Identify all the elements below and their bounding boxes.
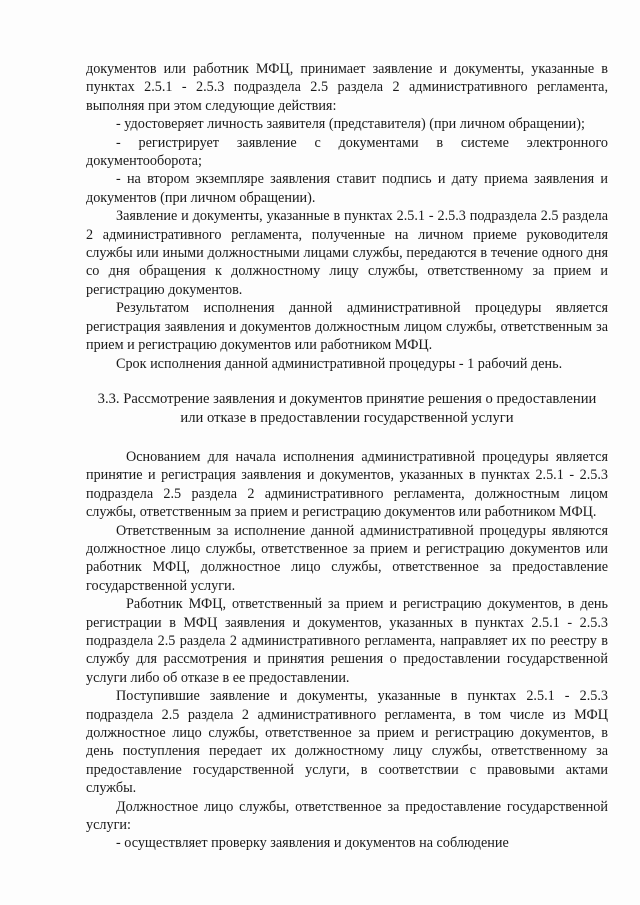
spacer	[86, 373, 608, 390]
list-item-check: - осуществляет проверку заявления и документов на соблюдение	[116, 835, 509, 852]
paragraph-intro: документов или работник МФЦ, принимает заявление и документы, указанные в пунктах 2.5.1 - 2.5.3 подраздела 2.5 раздела 2 административного регламента, выполняя при этом следующие действия:	[86, 61, 608, 114]
list-item-sign: - на втором экземпляре заявления ставит подпись и дату приема заявления и документов (при личном обращении).	[86, 171, 608, 206]
paragraph-mfc-worker: Работник МФЦ, ответственный за прием и регистрацию документов, в день регистрации в МФЦ заявления и документов, указанных в пунктах 2.5.1 - 2.5.3 подраздела 2.5 раздела 2 административного регламента, направляет их по реестру в службу для рассмотрения и принятия решения о предоставлении государственной услуги либо об отказе в ее предоставлении.	[86, 596, 608, 686]
paragraph-basis: Основанием для начала исполнения административной процедуры является принятие и регистрация заявления и документов, указанных в пунктах 2.5.1 - 2.5.3 подраздела 2.5 раздела 2 административного регламента, должностным лицом службы, ответственным за прием и регистрацию документов или работником МФЦ.	[86, 448, 608, 521]
spacer	[86, 428, 608, 448]
paragraph-responsible: Ответственным за исполнение данной административной процедуры являются должностное лицо службы, ответственное за прием и регистрацию документов или работник МФЦ, должностное лицо службы, ответственное за предоставление государственной услуги.	[86, 522, 608, 594]
paragraph-result: Результатом исполнения данной административной процедуры является регистрация заявления и документов должностным лицом службы, ответственным за прием и регистрацию документов или работником МФЦ.	[86, 300, 608, 354]
paragraph-official: Должностное лицо службы, ответственное за предоставление государственной услуги:	[86, 798, 608, 834]
list-item-identify: - удостоверяет личность заявителя (представителя) (при личном обращении);	[116, 116, 585, 133]
paragraph-received: Поступившие заявление и документы, указанные в пунктах 2.5.1 - 2.5.3 подраздела 2.5 раздела 2 административного регламента, в том числе из МФЦ должностное лицо службы, ответственное за прием и регистрацию документов, в день поступления передает их должностному лицу службы, ответственному за предоставление государственной услуги, в соответствии с правовыми актами службы.	[86, 688, 608, 797]
paragraph-transfer: Заявление и документы, указанные в пунктах 2.5.1 - 2.5.3 подраздела 2.5 раздела 2 административного регламента, полученные на личном приеме руководителя службы или иными должностными лицами службы, передаются в течение одного дня со дня обращения к должностному лицу службы, ответственному за прием и регистрацию документов.	[86, 208, 608, 298]
paragraph-deadline: Срок исполнения данной административной процедуры - 1 рабочий день.	[116, 355, 563, 372]
list-item-register: - регистрирует заявление с документами в системе электронного документооборота;	[86, 134, 608, 170]
section-heading: 3.3. Рассмотрение заявления и документов принятие решения о предоставлении или отказе в предоставлении государственной услуги	[97, 390, 597, 426]
document-body	[86, 60, 608, 853]
